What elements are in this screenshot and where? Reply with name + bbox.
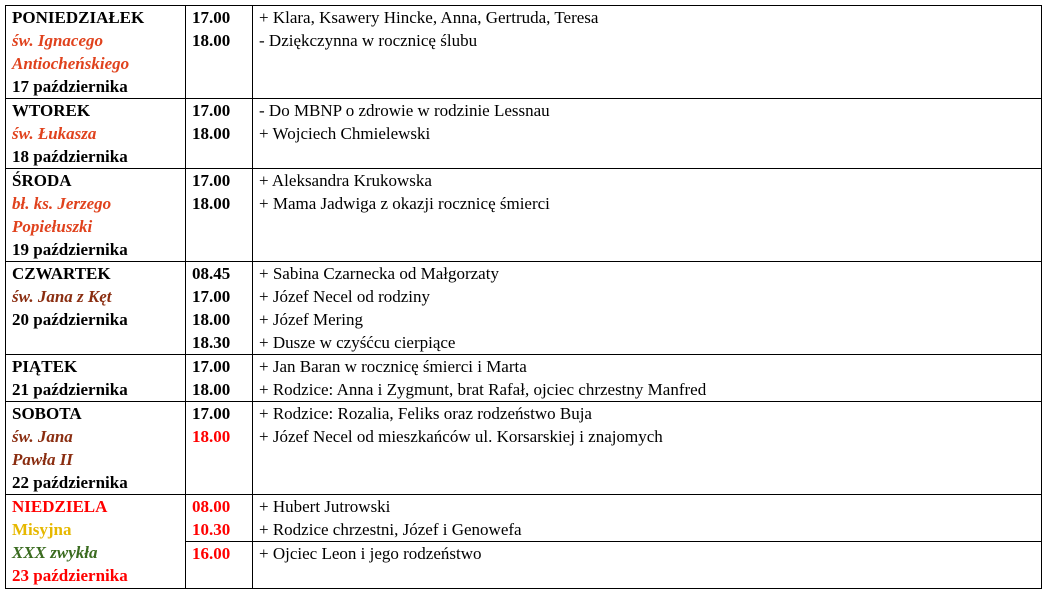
schedule-row-saturday: [6, 402, 1042, 495]
day-date: 19 października: [12, 240, 128, 259]
day-cell: [6, 495, 186, 589]
mass-intention: + Dusze w czyśćcu cierpiące: [259, 333, 456, 352]
schedule-row-friday: [6, 355, 1042, 402]
day-cell: [6, 262, 186, 355]
mass-schedule-table: [5, 5, 1042, 589]
saint-name: bł. ks. Jerzego: [12, 194, 112, 213]
intention-cell: [253, 262, 1042, 355]
saint-name: św. Łukasza: [12, 124, 97, 143]
mass-time: 17.00: [192, 287, 231, 306]
intention-cell: [253, 6, 1042, 99]
time-cell: [186, 6, 253, 99]
intention-cell: [253, 355, 1042, 402]
time-cell: [186, 99, 253, 169]
schedule-row-wednesday: [6, 169, 1042, 262]
day-date: 18 października: [12, 147, 128, 166]
mass-intention: + Józef Necel od mieszkańców ul. Korsarskiej i znajomych: [259, 427, 663, 446]
intention-cell: [253, 169, 1042, 262]
mission-label: Misyjna: [12, 520, 72, 539]
mass-intention: + Józef Mering: [259, 310, 364, 329]
mass-time: 17.00: [192, 404, 231, 423]
mass-time: 08.45: [192, 264, 231, 283]
time-cell: [186, 542, 253, 589]
time-cell: [186, 262, 253, 355]
day-cell: [6, 6, 186, 99]
day-name: PONIEDZIAŁEK: [12, 8, 145, 27]
saint-name: św. Jana z Kęt: [12, 287, 112, 306]
day-name: ŚRODA: [12, 171, 72, 190]
day-date: 22 października: [12, 473, 128, 492]
mass-time: 18.00: [192, 124, 231, 143]
day-name: NIEDZIELA: [12, 497, 108, 516]
saint-name: św. Ignacego: [12, 31, 103, 50]
mass-time: 18.00: [192, 310, 231, 329]
mass-time: 17.00: [192, 171, 231, 190]
day-date: 17 października: [12, 77, 128, 96]
mass-intention: + Rodzice: Rozalia, Feliks oraz rodzeństwo Buja: [259, 404, 592, 423]
mass-time: 17.00: [192, 101, 231, 120]
time-cell: [186, 169, 253, 262]
day-cell: [6, 355, 186, 402]
saint-name: Pawła II: [12, 450, 73, 469]
day-cell: [6, 402, 186, 495]
day-name: SOBOTA: [12, 404, 82, 423]
liturgical-week: XXX zwykła: [12, 543, 98, 562]
mass-intention: + Mama Jadwiga z okazji rocznicę śmierci: [259, 194, 550, 213]
schedule-row-sunday: [6, 495, 1042, 542]
intention-cell: [253, 99, 1042, 169]
mass-time: 18.00: [192, 380, 231, 399]
intention-cell: [253, 402, 1042, 495]
mass-intention: - Do MBNP o zdrowie w rodzinie Lessnau: [259, 101, 550, 120]
day-cell: [6, 169, 186, 262]
intention-cell: [253, 495, 1042, 542]
mass-intention: + Rodzice: Anna i Zygmunt, brat Rafał, ojciec chrzestny Manfred: [259, 380, 707, 399]
mass-intention: + Ojciec Leon i jego rodzeństwo: [259, 544, 482, 563]
mass-time: 18.00: [192, 427, 231, 446]
day-name: PIĄTEK: [12, 357, 78, 376]
mass-time: 18.30: [192, 333, 231, 352]
day-date: 21 października: [12, 380, 128, 399]
time-cell: [186, 495, 253, 542]
mass-intention: + Aleksandra Krukowska: [259, 171, 432, 190]
mass-time: 18.00: [192, 194, 231, 213]
time-cell: [186, 355, 253, 402]
mass-time: 08.00: [192, 497, 231, 516]
saint-name: św. Jana: [12, 427, 73, 446]
mass-intention: + Rodzice chrzestni, Józef i Genowefa: [259, 520, 522, 539]
time-cell: [186, 402, 253, 495]
day-name: WTOREK: [12, 101, 91, 120]
mass-time: 17.00: [192, 8, 231, 27]
day-cell: [6, 99, 186, 169]
saint-name: Antiocheńskiego: [12, 54, 130, 73]
schedule-row-tuesday: [6, 99, 1042, 169]
schedule-row-monday: [6, 6, 1042, 99]
day-date: 23 października: [12, 566, 128, 585]
mass-time: 16.00: [192, 544, 231, 563]
mass-intention: + Józef Necel od rodziny: [259, 287, 431, 306]
schedule-row-thursday: [6, 262, 1042, 355]
intention-cell: [253, 542, 1042, 589]
mass-intention: + Klara, Ksawery Hincke, Anna, Gertruda, Teresa: [259, 8, 599, 27]
mass-intention: + Jan Baran w rocznicę śmierci i Marta: [259, 357, 527, 376]
mass-time: 18.00: [192, 31, 231, 50]
mass-intention: + Hubert Jutrowski: [259, 497, 391, 516]
mass-intention: - Dziękczynna w rocznicę ślubu: [259, 31, 478, 50]
mass-time: 17.00: [192, 357, 231, 376]
mass-time: 10.30: [192, 520, 231, 539]
day-date: 20 października: [12, 310, 128, 329]
mass-intention: + Wojciech Chmielewski: [259, 124, 431, 143]
day-name: CZWARTEK: [12, 264, 111, 283]
mass-intention: + Sabina Czarnecka od Małgorzaty: [259, 264, 499, 283]
saint-name: Popiełuszki: [12, 217, 93, 236]
